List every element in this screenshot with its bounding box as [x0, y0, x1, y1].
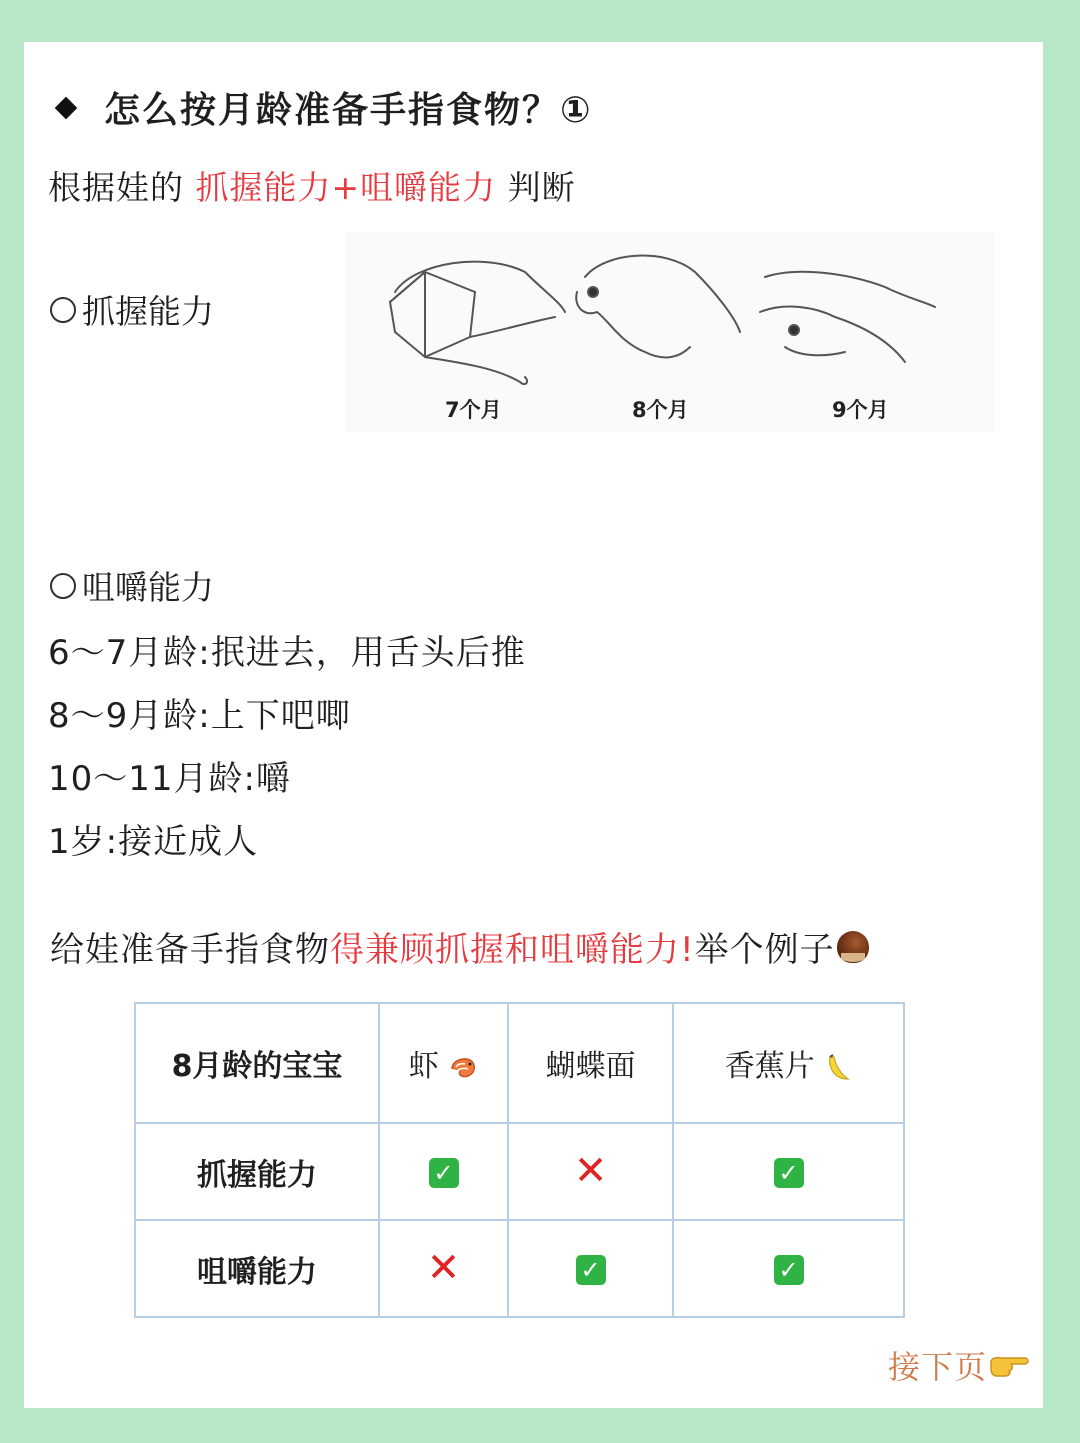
- check-icon: ✓: [576, 1255, 606, 1285]
- next-page-text: 接下页: [888, 1348, 988, 1386]
- cell-chew-banana: [673, 1220, 904, 1317]
- column-header-text: 香蕉片: [724, 1049, 815, 1084]
- grasp-illustration: [345, 232, 995, 432]
- chew-line-3: 10～11月龄:嚼: [48, 759, 291, 799]
- diamond-bullet-icon: [55, 96, 78, 119]
- subtitle-prefix: 根据娃的: [48, 168, 196, 207]
- subtitle-highlight: 抓握能力+咀嚼能力: [195, 168, 497, 207]
- month-label-8: 8个月: [632, 398, 689, 422]
- comparison-table: [134, 1002, 905, 1318]
- chestnut-icon: [837, 931, 869, 963]
- grasp-label-text: 抓握能力: [82, 292, 214, 331]
- example-prefix: 给娃准备手指食物: [50, 930, 330, 970]
- page-title-text: 怎么按月龄准备手指食物？①: [104, 90, 593, 131]
- example-line: [50, 922, 869, 971]
- check-icon: ✓: [774, 1158, 804, 1188]
- cube-icon: [390, 272, 475, 357]
- pointing-hand-icon: [989, 1352, 1029, 1378]
- month-label-7: 7个月: [445, 398, 502, 422]
- table-corner-cell: 8月龄的宝宝: [135, 1003, 379, 1123]
- subtitle-suffix: 判断: [496, 168, 576, 207]
- cell-grasp-pasta: [508, 1123, 673, 1220]
- check-icon: ✓: [774, 1255, 804, 1285]
- cell-grasp-banana: [673, 1123, 904, 1220]
- check-icon: ✓: [429, 1158, 459, 1188]
- row-header-chew: 咀嚼能力: [135, 1220, 379, 1317]
- column-header-shrimp: [379, 1003, 508, 1123]
- banana-icon: [824, 1053, 852, 1083]
- circle-bullet-icon: [50, 573, 76, 599]
- grasp-section-label: [50, 286, 214, 333]
- cell-grasp-shrimp: [379, 1123, 508, 1220]
- cross-icon: ✕: [426, 1245, 461, 1291]
- next-page-hint: [888, 1342, 1029, 1388]
- subtitle: [48, 162, 576, 209]
- example-highlight: 得兼顾抓握和咀嚼能力!: [330, 930, 695, 970]
- cross-icon: ✕: [573, 1148, 608, 1194]
- circle-bullet-icon: [50, 297, 76, 323]
- hand-9m-outline: [765, 272, 935, 307]
- hand-7m-outline: [395, 262, 565, 312]
- cell-chew-pasta: [508, 1220, 673, 1317]
- page-title: [54, 82, 592, 133]
- column-header-bowtie-pasta: 蝴蝶面: [508, 1003, 673, 1123]
- example-suffix: 举个例子: [694, 930, 835, 970]
- table-header-row: [135, 1003, 904, 1123]
- chew-line-4: 1岁:接近成人: [48, 822, 259, 862]
- table-row-chew: [135, 1220, 904, 1317]
- column-header-text: 虾: [408, 1049, 439, 1084]
- month-label-9: 9个月: [832, 398, 889, 422]
- shrimp-icon: [448, 1055, 478, 1081]
- chew-label-text: 咀嚼能力: [82, 568, 214, 607]
- chew-line-1: 6～7月龄:抿进去，用舌头后推: [48, 633, 526, 673]
- column-header-banana-chips: [673, 1003, 904, 1123]
- chew-section-label: [50, 562, 214, 609]
- hand-8m-outline: [585, 256, 740, 332]
- row-header-grasp: 抓握能力: [135, 1123, 379, 1220]
- table-row-grasp: [135, 1123, 904, 1220]
- chew-line-2: 8～9月龄:上下吧唧: [48, 696, 351, 736]
- cell-chew-shrimp: [379, 1220, 508, 1317]
